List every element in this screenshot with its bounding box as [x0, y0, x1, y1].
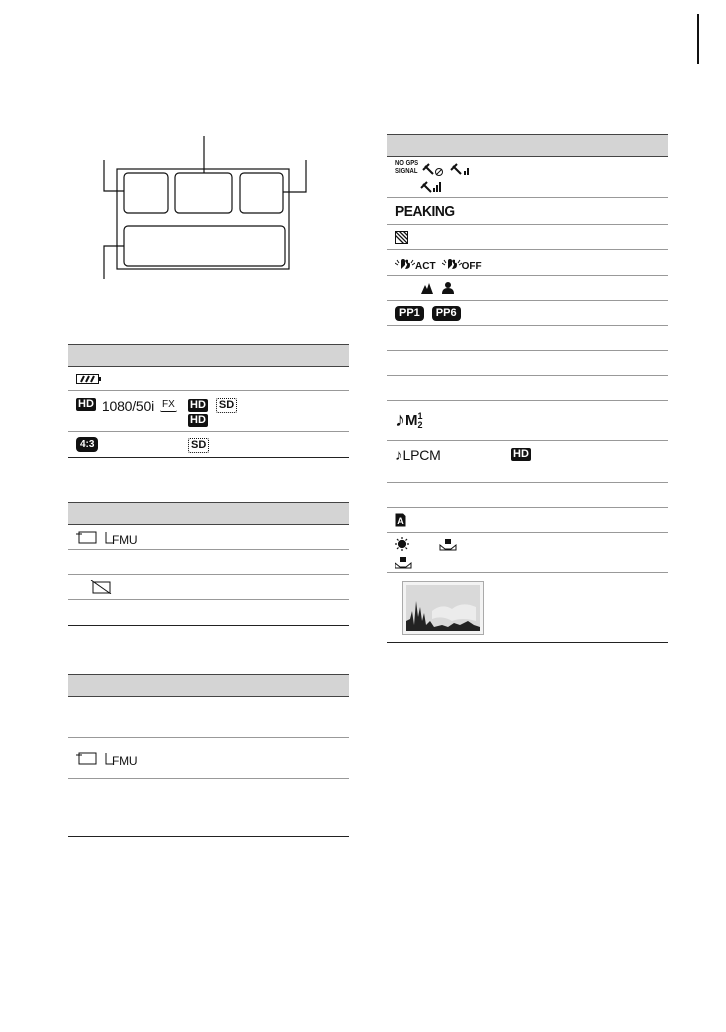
screen-frame	[117, 169, 289, 269]
mic-level-m: M	[405, 412, 418, 429]
left-table-3	[68, 674, 349, 837]
hd-badge-3: HD	[190, 414, 206, 426]
fx-badge: FX	[162, 399, 175, 410]
table-row	[387, 276, 668, 301]
portrait-icon	[442, 288, 454, 294]
table-header	[68, 344, 349, 367]
battery-icon	[76, 373, 102, 385]
music-note-icon: ♪	[395, 409, 405, 431]
left-table-1	[68, 344, 349, 458]
table-row	[68, 367, 349, 391]
hd-badge: HD	[78, 398, 94, 410]
table-row	[68, 525, 349, 550]
table-row	[387, 573, 668, 642]
right-table	[387, 134, 668, 643]
screen-area-bottom	[124, 226, 285, 266]
mic-level-sup: 1	[417, 410, 423, 421]
hd-badge: HD	[513, 448, 529, 460]
no-gps-line2: SIGNAL	[395, 168, 418, 175]
sun-icon	[395, 537, 409, 551]
steadyshot-off: OFF	[461, 261, 482, 272]
table-header	[68, 674, 349, 697]
lpcm-label: LPCM	[402, 447, 441, 463]
screen-area-right	[240, 173, 283, 213]
landscape-icon	[421, 283, 433, 294]
table-row	[387, 157, 668, 198]
memory-card-icon	[76, 751, 98, 765]
table-row	[387, 401, 668, 441]
picture-profile-6-badge: PP6	[432, 306, 461, 321]
leader-line-bottom	[104, 246, 124, 279]
table-row	[68, 550, 349, 575]
table-row	[387, 483, 668, 508]
peaking-label: PEAKING	[395, 202, 455, 220]
table-row	[387, 533, 668, 573]
auto-lock-icon	[395, 513, 406, 527]
memory-card-icon	[76, 530, 98, 544]
fmu-label: FMU	[112, 533, 138, 547]
screen-area-center	[175, 173, 232, 213]
table-row	[387, 250, 668, 276]
table-row	[387, 376, 668, 401]
music-note-icon: ♪	[395, 447, 403, 464]
format-label: 1080/50i	[101, 398, 155, 414]
table-row	[68, 738, 349, 779]
table-row	[68, 432, 349, 457]
table-row	[387, 301, 668, 326]
table-row	[387, 326, 668, 351]
sd-badge: SD	[188, 438, 209, 453]
table-row	[387, 351, 668, 376]
histogram-icon	[402, 581, 484, 635]
left-table-2	[68, 502, 349, 626]
leader-line-left	[104, 160, 124, 191]
aspect-badge: 4:3	[76, 437, 98, 452]
zebra-icon	[395, 231, 408, 244]
gps-status-icons	[419, 160, 509, 196]
steadyshot-off-icon	[442, 256, 462, 270]
white-balance-icons	[395, 537, 505, 569]
steadyshot-on-icon	[395, 256, 415, 270]
steadyshot-act: ACT	[415, 261, 436, 272]
mic-level-sub: 2	[417, 419, 423, 430]
hd-badge-2: HD	[190, 399, 206, 411]
table-header	[387, 134, 668, 157]
no-gps-signal-icon	[395, 160, 418, 176]
svg-text:A: A	[397, 516, 404, 526]
table-row	[387, 441, 668, 483]
no-card-icon	[90, 580, 112, 594]
table-row	[68, 779, 349, 836]
sd-badge: SD	[216, 398, 237, 413]
table-header	[68, 502, 349, 525]
table-row	[387, 508, 668, 533]
scene-icons	[421, 281, 481, 295]
table-row	[68, 575, 349, 600]
screen-area-left	[124, 173, 168, 213]
one-push-wb-icon	[440, 539, 456, 550]
leader-line-right	[283, 160, 306, 192]
one-push-wb-icon-2	[395, 557, 411, 568]
picture-profile-1-badge: PP1	[395, 306, 424, 321]
table-row	[68, 600, 349, 625]
table-row	[387, 198, 668, 225]
table-row	[387, 225, 668, 250]
fmu-label: FMU	[112, 754, 138, 768]
no-gps-line1: NO GPS	[395, 160, 419, 167]
table-row	[68, 391, 349, 432]
table-row	[68, 697, 349, 738]
